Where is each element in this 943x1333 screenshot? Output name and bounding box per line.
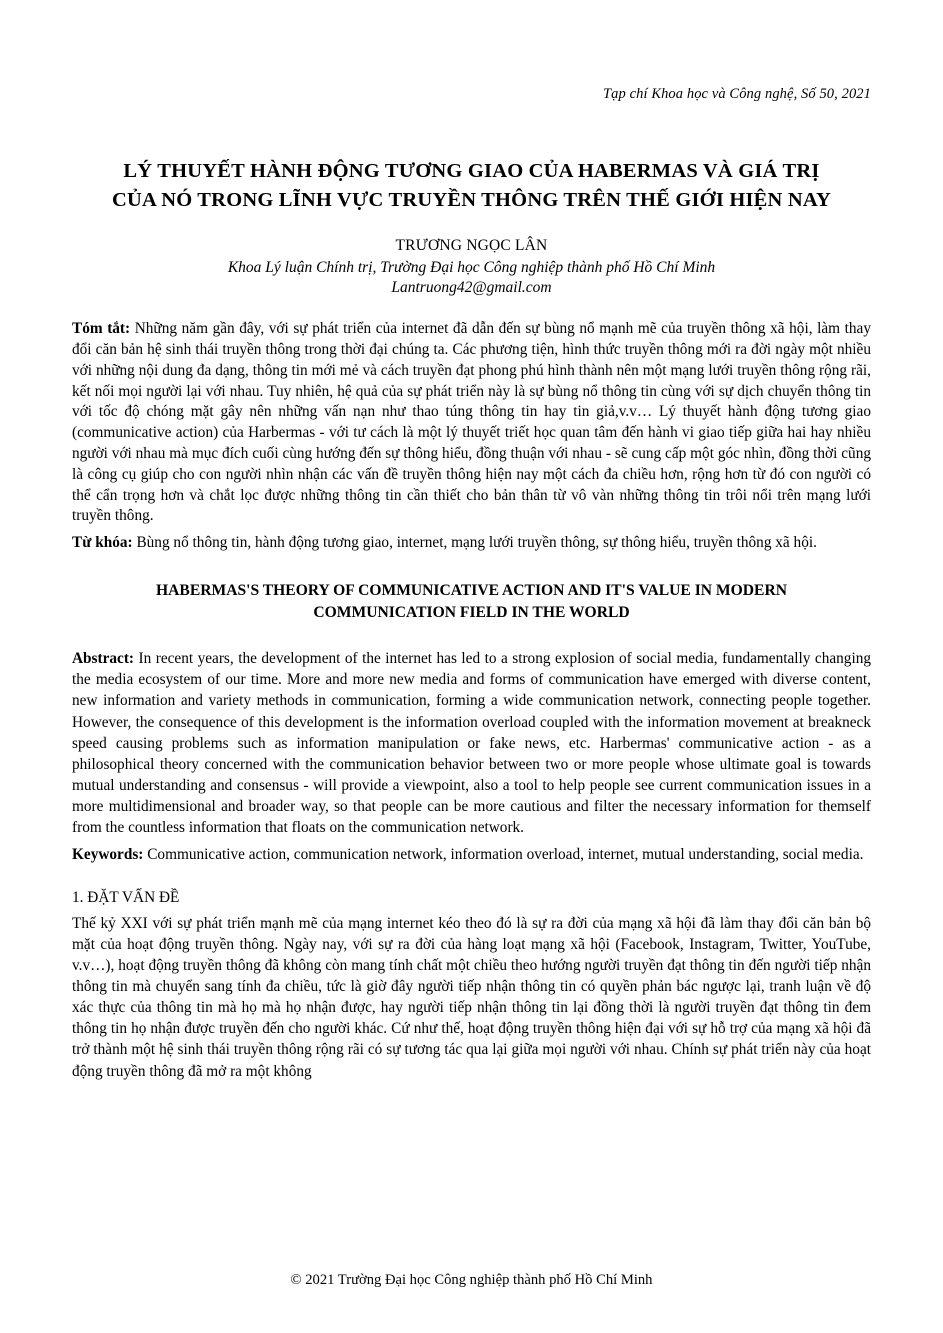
page-title-english: HABERMAS'S THEORY OF COMMUNICATIVE ACTION AND IT'S VALUE IN MODERN COMMUNICATION FIELD IN THE WORLD [156, 581, 787, 622]
section-heading-1: 1. ĐẶT VẤN ĐỀ [72, 889, 180, 907]
running-head: Tạp chí Khoa học và Công nghệ, Số 50, 2021 [602, 86, 871, 102]
author-name: TRƯƠNG NGỌC LÂN [395, 237, 548, 255]
keywords-vietnamese-label: Từ khóa: [72, 534, 133, 552]
keywords-english [72, 844, 871, 865]
footer-copyright: © 2021 Trường Đại học Công nghiệp thành phố Hồ Chí Minh [290, 1272, 653, 1288]
page-title: LÝ THUYẾT HÀNH ĐỘNG TƯƠNG GIAO CỦA HABERMAS VÀ GIÁ TRỊ CỦA NÓ TRONG LĨNH VỰC TRUYỀN THÔNG TRÊN THẾ GIỚI HIỆN NAY [112, 160, 831, 212]
author-affiliation: Khoa Lý luận Chính trị, Trường Đại học Công nghiệp thành phố Hồ Chí Minh [227, 259, 716, 277]
abstract-vietnamese-label: Tóm tắt: [72, 320, 131, 338]
abstract-english-label: Abstract: [72, 650, 135, 668]
keywords-english-text: Communicative action, communication network, information overload, internet, mutual understanding, social media. [143, 846, 864, 864]
keywords-vietnamese-text: Bùng nổ thông tin, hành động tương giao, internet, mạng lưới truyền thông, sự thông hiểu, truyền thông xã hội. [132, 534, 817, 552]
section-body-1: Thế kỷ XXI với sự phát triển mạnh mẽ của mạng internet kéo theo đó là sự ra đời của mạng xã hội đã làm thay đổi căn bản bộ mặt của hoạt động truyền thông. Ngày nay, với sự ra đời của hàng loạt mạng xã hội (Facebook, Instagram, Twitter, YouTube, v.v…), hoạt động truyền thông đã không còn mang tính chất một chiều theo hướng người truyền đạt thông tin đến người tiếp nhận thông tin mà chuyển sang tính đa chiều, tức là giờ đây người tiếp nhận thông tin có quyền phản bác ngược lại, tranh luận về độ xác thực của thông tin mà họ mà họ nhận được, hay người tiếp nhận thông tin lại đồng thời là người truyền đạt thông tin đem thông tin họ nhận được truyền đến cho người khác. Cứ như thế, hoạt động truyền thông hiện đại với sự hỗ trợ của mạng xã hội đã trở thành một hệ sinh thái truyền thông rộng rãi có sự tương tác qua lại giữa mọi người với nhau. Chính sự phát triển này của hoạt động truyền thông đã mở ra một không [72, 914, 871, 1080]
abstract-vietnamese-text: Những năm gần đây, với sự phát triển của internet đã dẫn đến sự bùng nổ mạnh mẽ của truyền thông xã hội, làm thay đổi căn bản hệ sinh thái truyền thông trong thời đại chúng ta. Các phương tiện, hình thức truyền thông mới ra đời ngày một nhiều với những nội dung đa dạng, thông tin mới mẻ và cách truyền đạt phong phú hình thành nên một mạng lưới truyền thông rộng rãi, kết nối mọi người lại với nhau. Tuy nhiên, hệ quả của sự phát triển này là sự bùng nổ thông tin cùng với sự dịch chuyển thông tin với tốc độ chóng mặt gây nên những vấn nạn như thao túng thông tin hay tin giả,v.v… Lý thuyết hành động tương giao (communicative action) của Harbermas - với tư cách là một lý thuyết triết học quan tâm đến hành vi giao tiếp giữa hai hay nhiều người với nhau mà mục đích cuối cùng hướng đến sự thông hiểu, đồng thuận với nhau - sẽ cung cấp một góc nhìn, đồng thời cũng là công cụ giúp cho con người nhìn nhận các vấn đề truyền thông hiện nay một cách đa chiều hơn, rộng hơn từ đó con người có thể cẩn trọng hơn và chắt lọc được những thông tin cần thiết cho bản thân từ vô vàn những thông tin trôi nổi trên mạng lưới truyền thông. [72, 320, 871, 525]
author-email: Lantruong42@gmail.com [391, 279, 552, 297]
abstract-vietnamese [72, 319, 871, 527]
keywords-english-label: Keywords: [72, 846, 144, 864]
keywords-vietnamese [72, 533, 871, 554]
abstract-english-text: In recent years, the development of the internet has led to a strong explosion of social media, fundamentally changing the media ecosystem of our time. More and more new media and forms of communication have emerged with diverse content, new information and variety methods in communication, forming a wide communication network, connecting people together. However, the consequence of this development is the information overload coupled with the information movement at breakneck speed causing problems such as information manipulation or fake news, etc. Harbermas' communicative action - as a philosophical theory concerned with the communication behavior between two or more people whose ultimate goal is towards mutual understanding and consensus - will provide a viewpoint, also a tool to help people see current communication issues in a more multidimensional and broader way, so that people can be more cautious and filter the necessary information for themself from the countless information that floats on the communication network. [72, 650, 871, 837]
abstract-english [72, 648, 871, 838]
